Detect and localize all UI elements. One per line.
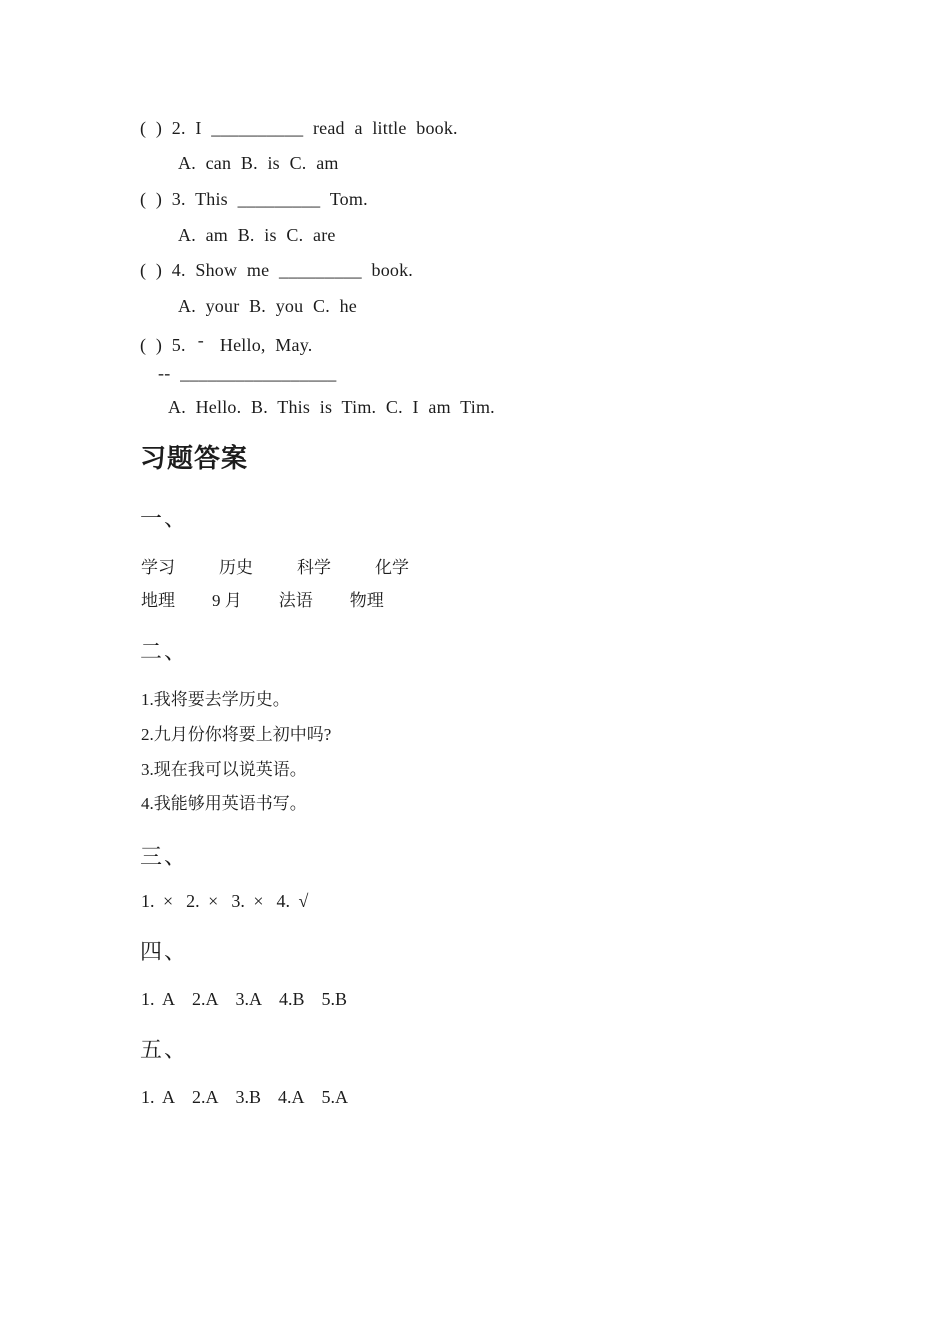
answer-item: 4.A xyxy=(278,1087,305,1107)
word-item: 法语 xyxy=(278,591,313,610)
section-4-answers xyxy=(141,989,347,1011)
question-5-text: Hello, May. xyxy=(219,335,313,355)
answer-item: 2.A xyxy=(192,1087,219,1107)
section-4-label: 四、 xyxy=(140,939,189,964)
question-4-options: A. your B. you C. he xyxy=(178,296,357,316)
word-item: 9 月 xyxy=(212,591,242,610)
answer-item: 5.B xyxy=(321,989,348,1009)
question-5-dash: - xyxy=(197,330,204,350)
word-item: 历史 xyxy=(219,558,253,577)
translation-line: 4.我能够用英语书写。 xyxy=(141,794,307,813)
answer-item: 3. × xyxy=(231,891,264,911)
question-5-options: A. Hello. B. This is Tim. C. I am Tim. xyxy=(168,397,495,417)
answer-item: 2. × xyxy=(186,891,219,911)
question-3-line: ( ) 3. This _________ Tom. xyxy=(140,189,368,209)
question-2-options: A. can B. is C. am xyxy=(178,153,339,173)
answer-item: 4. √ xyxy=(276,891,309,911)
section-1-row-2 xyxy=(141,591,384,611)
question-5-reply-blank: -- _________________ xyxy=(158,363,337,383)
answer-item: 3.B xyxy=(235,1087,262,1107)
answer-item: 3.A xyxy=(235,989,263,1009)
question-3-options: A. am B. is C. are xyxy=(178,225,336,245)
word-item: 化学 xyxy=(375,558,409,577)
answer-item: 4.B xyxy=(279,989,305,1009)
answer-item: 1. A xyxy=(141,989,176,1009)
section-3-answers xyxy=(141,891,308,913)
answers-heading: 习题答案 xyxy=(140,444,249,473)
section-3-label: 三、 xyxy=(140,844,189,869)
translation-line: 2.九月份你将要上初中吗? xyxy=(141,725,332,744)
section-5-answers xyxy=(141,1087,348,1109)
answer-item: 1. A xyxy=(141,1087,176,1107)
word-item: 学习 xyxy=(141,558,175,577)
question-5-prefix: ( ) 5. xyxy=(140,335,186,355)
translation-line: 3.现在我可以说英语。 xyxy=(141,760,307,779)
word-item: 科学 xyxy=(297,558,331,577)
answer-item: 2.A xyxy=(192,989,219,1009)
section-1-label: 一、 xyxy=(140,506,189,531)
translation-line: 1.我将要去学历史。 xyxy=(141,690,290,709)
section-2-label: 二、 xyxy=(140,639,189,664)
question-2-line: ( ) 2. I __________ read a little book. xyxy=(140,118,458,138)
question-5-line xyxy=(140,330,312,357)
question-4-line: ( ) 4. Show me _________ book. xyxy=(140,260,413,280)
section-1-row-1 xyxy=(141,558,409,578)
word-item: 地理 xyxy=(141,591,175,610)
answer-item: 1. × xyxy=(141,891,174,911)
word-item: 物理 xyxy=(349,591,384,610)
section-5-label: 五、 xyxy=(140,1037,189,1062)
answer-item: 5.A xyxy=(321,1087,349,1107)
